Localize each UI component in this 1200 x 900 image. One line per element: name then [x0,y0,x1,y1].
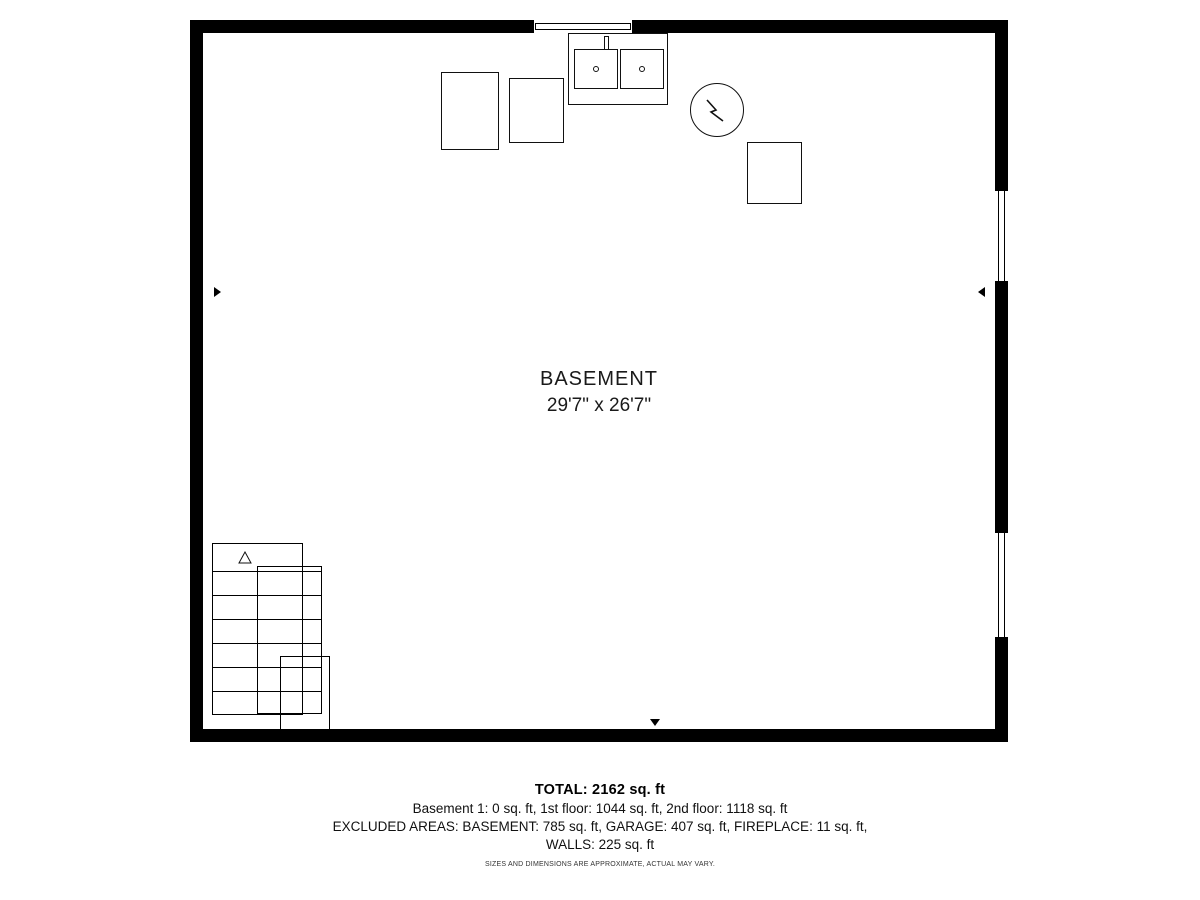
floor-breakdown: Basement 1: 0 sq. ft, 1st floor: 1044 sq. ft, 2nd floor: 1118 sq. ft [412,801,788,816]
wall-right-lower [995,638,1008,742]
appliance-box-3 [747,142,802,204]
dimension-arrow-right [978,287,985,297]
appliance-box-1 [441,72,499,150]
wall-left [190,20,203,742]
disclaimer: SIZES AND DIMENSIONS ARE APPROXIMATE, ACTUAL MAY VARY. [485,861,715,868]
sink-faucet-icon [604,36,609,50]
dimension-arrow-bottom [650,719,660,726]
total-area: TOTAL: 2162 sq. ft [534,782,666,798]
stair-tread [212,595,322,596]
appliance-box-2 [509,78,564,143]
room-dimensions: 29'7" x 26'7" [546,395,652,416]
window-pane [998,533,1005,637]
dimension-arrow-left [214,287,221,297]
room-label [449,368,749,417]
basement-outline [190,20,1008,742]
wall-right-upper [995,20,1008,190]
stair-tread [212,667,322,668]
opening-top-bar [535,23,631,30]
window-right-lower [995,532,1008,638]
furnace-bolt-icon [690,83,744,137]
sink-drain-right-icon [639,66,645,72]
stair-direction-up-icon [238,551,252,565]
stair-tread [212,571,322,572]
excluded-areas: EXCLUDED AREAS: BASEMENT: 785 sq. ft, GARAGE: 407 sq. ft, FIREPLACE: 11 sq. ft, [332,819,868,834]
walls-area: WALLS: 225 sq. ft [545,837,655,852]
room-name: BASEMENT [539,368,659,390]
stair-tread [212,619,322,620]
area-summary [0,782,1200,868]
window-right-upper [995,190,1008,282]
wall-right-middle [995,282,1008,532]
stairs-up [212,543,512,742]
stair-tread [212,643,322,644]
stair-tread [212,691,322,692]
sink-drain-left-icon [593,66,599,72]
window-pane [998,191,1005,281]
stair-landing [280,656,330,742]
